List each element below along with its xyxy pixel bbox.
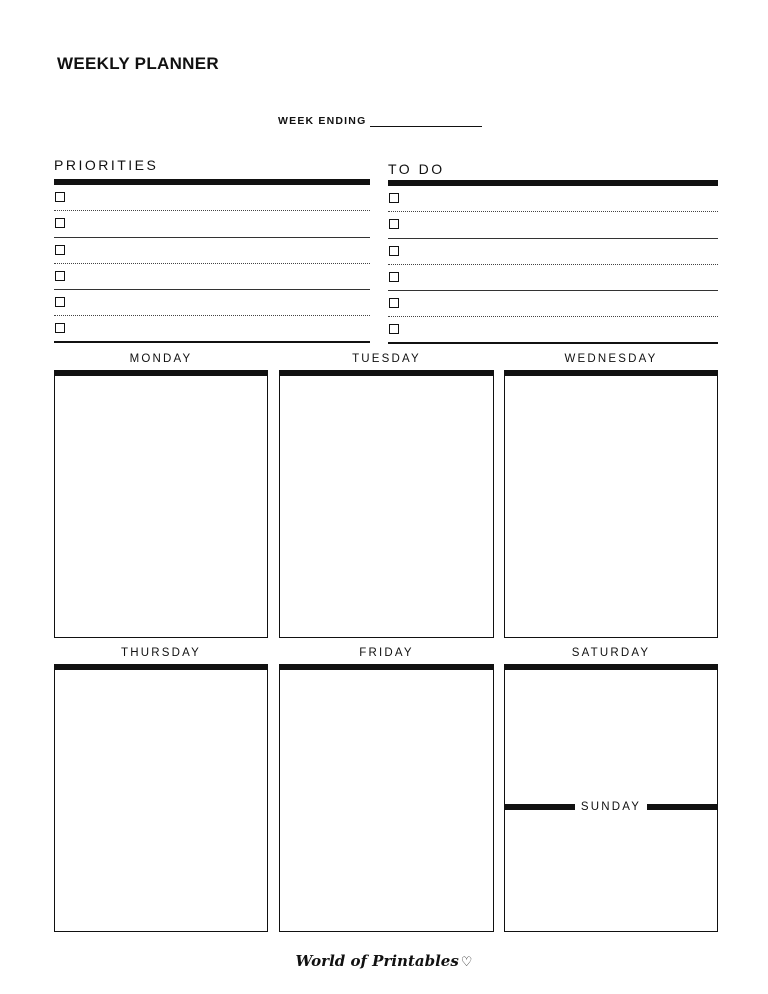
- day-label-thursday: THURSDAY: [120, 647, 201, 659]
- checkbox[interactable]: [55, 245, 65, 255]
- week-ending-field[interactable]: [278, 115, 482, 127]
- day-box-wednesday[interactable]: [504, 370, 718, 638]
- todo-item[interactable]: [388, 212, 718, 238]
- checkbox[interactable]: [55, 271, 65, 281]
- priority-item[interactable]: [54, 211, 370, 237]
- day-label-monday: MONDAY: [129, 353, 193, 365]
- day-label-tuesday: TUESDAY: [352, 353, 421, 365]
- day-label-wednesday: WEDNESDAY: [564, 353, 658, 365]
- priority-item[interactable]: [54, 238, 370, 264]
- checkbox[interactable]: [389, 246, 399, 256]
- day-box-tuesday[interactable]: [279, 370, 494, 638]
- week-ending-label: WEEK ENDING: [278, 115, 367, 127]
- checkbox[interactable]: [55, 323, 65, 333]
- sunday-bar-right: [647, 804, 718, 810]
- sunday-bar-left: [504, 804, 575, 810]
- day-label-friday: FRIDAY: [359, 647, 414, 659]
- priorities-list: [54, 185, 370, 343]
- priority-item[interactable]: [54, 264, 370, 290]
- checkbox[interactable]: [389, 193, 399, 203]
- week-ending-line[interactable]: [370, 117, 482, 127]
- priority-item[interactable]: [54, 185, 370, 211]
- day-label-sunday: SUNDAY: [575, 801, 647, 813]
- todo-item[interactable]: [388, 291, 718, 317]
- checkbox[interactable]: [55, 218, 65, 228]
- priorities-heading: PRIORITIES: [54, 157, 159, 173]
- todo-list: [388, 186, 718, 344]
- todo-item[interactable]: [388, 265, 718, 291]
- checkbox[interactable]: [389, 219, 399, 229]
- todo-item[interactable]: [388, 186, 718, 212]
- day-label-saturday: SATURDAY: [571, 647, 651, 659]
- brand-text: World of Printables: [295, 952, 459, 970]
- page-title: WEEKLY PLANNER: [57, 54, 219, 73]
- sunday-divider: [504, 798, 718, 816]
- todo-item[interactable]: [388, 317, 718, 343]
- todo-heading: TO DO: [388, 161, 445, 177]
- checkbox[interactable]: [55, 297, 65, 307]
- checkbox[interactable]: [389, 272, 399, 282]
- checkbox[interactable]: [389, 324, 399, 334]
- day-box-friday[interactable]: [279, 664, 494, 932]
- checkbox[interactable]: [55, 192, 65, 202]
- brand-logo: [0, 952, 768, 970]
- heart-outline-icon: ♡: [460, 955, 473, 970]
- day-box-thursday[interactable]: [54, 664, 268, 932]
- priority-item[interactable]: [54, 290, 370, 316]
- todo-item[interactable]: [388, 239, 718, 265]
- day-box-monday[interactable]: [54, 370, 268, 638]
- priority-item[interactable]: [54, 316, 370, 342]
- checkbox[interactable]: [389, 298, 399, 308]
